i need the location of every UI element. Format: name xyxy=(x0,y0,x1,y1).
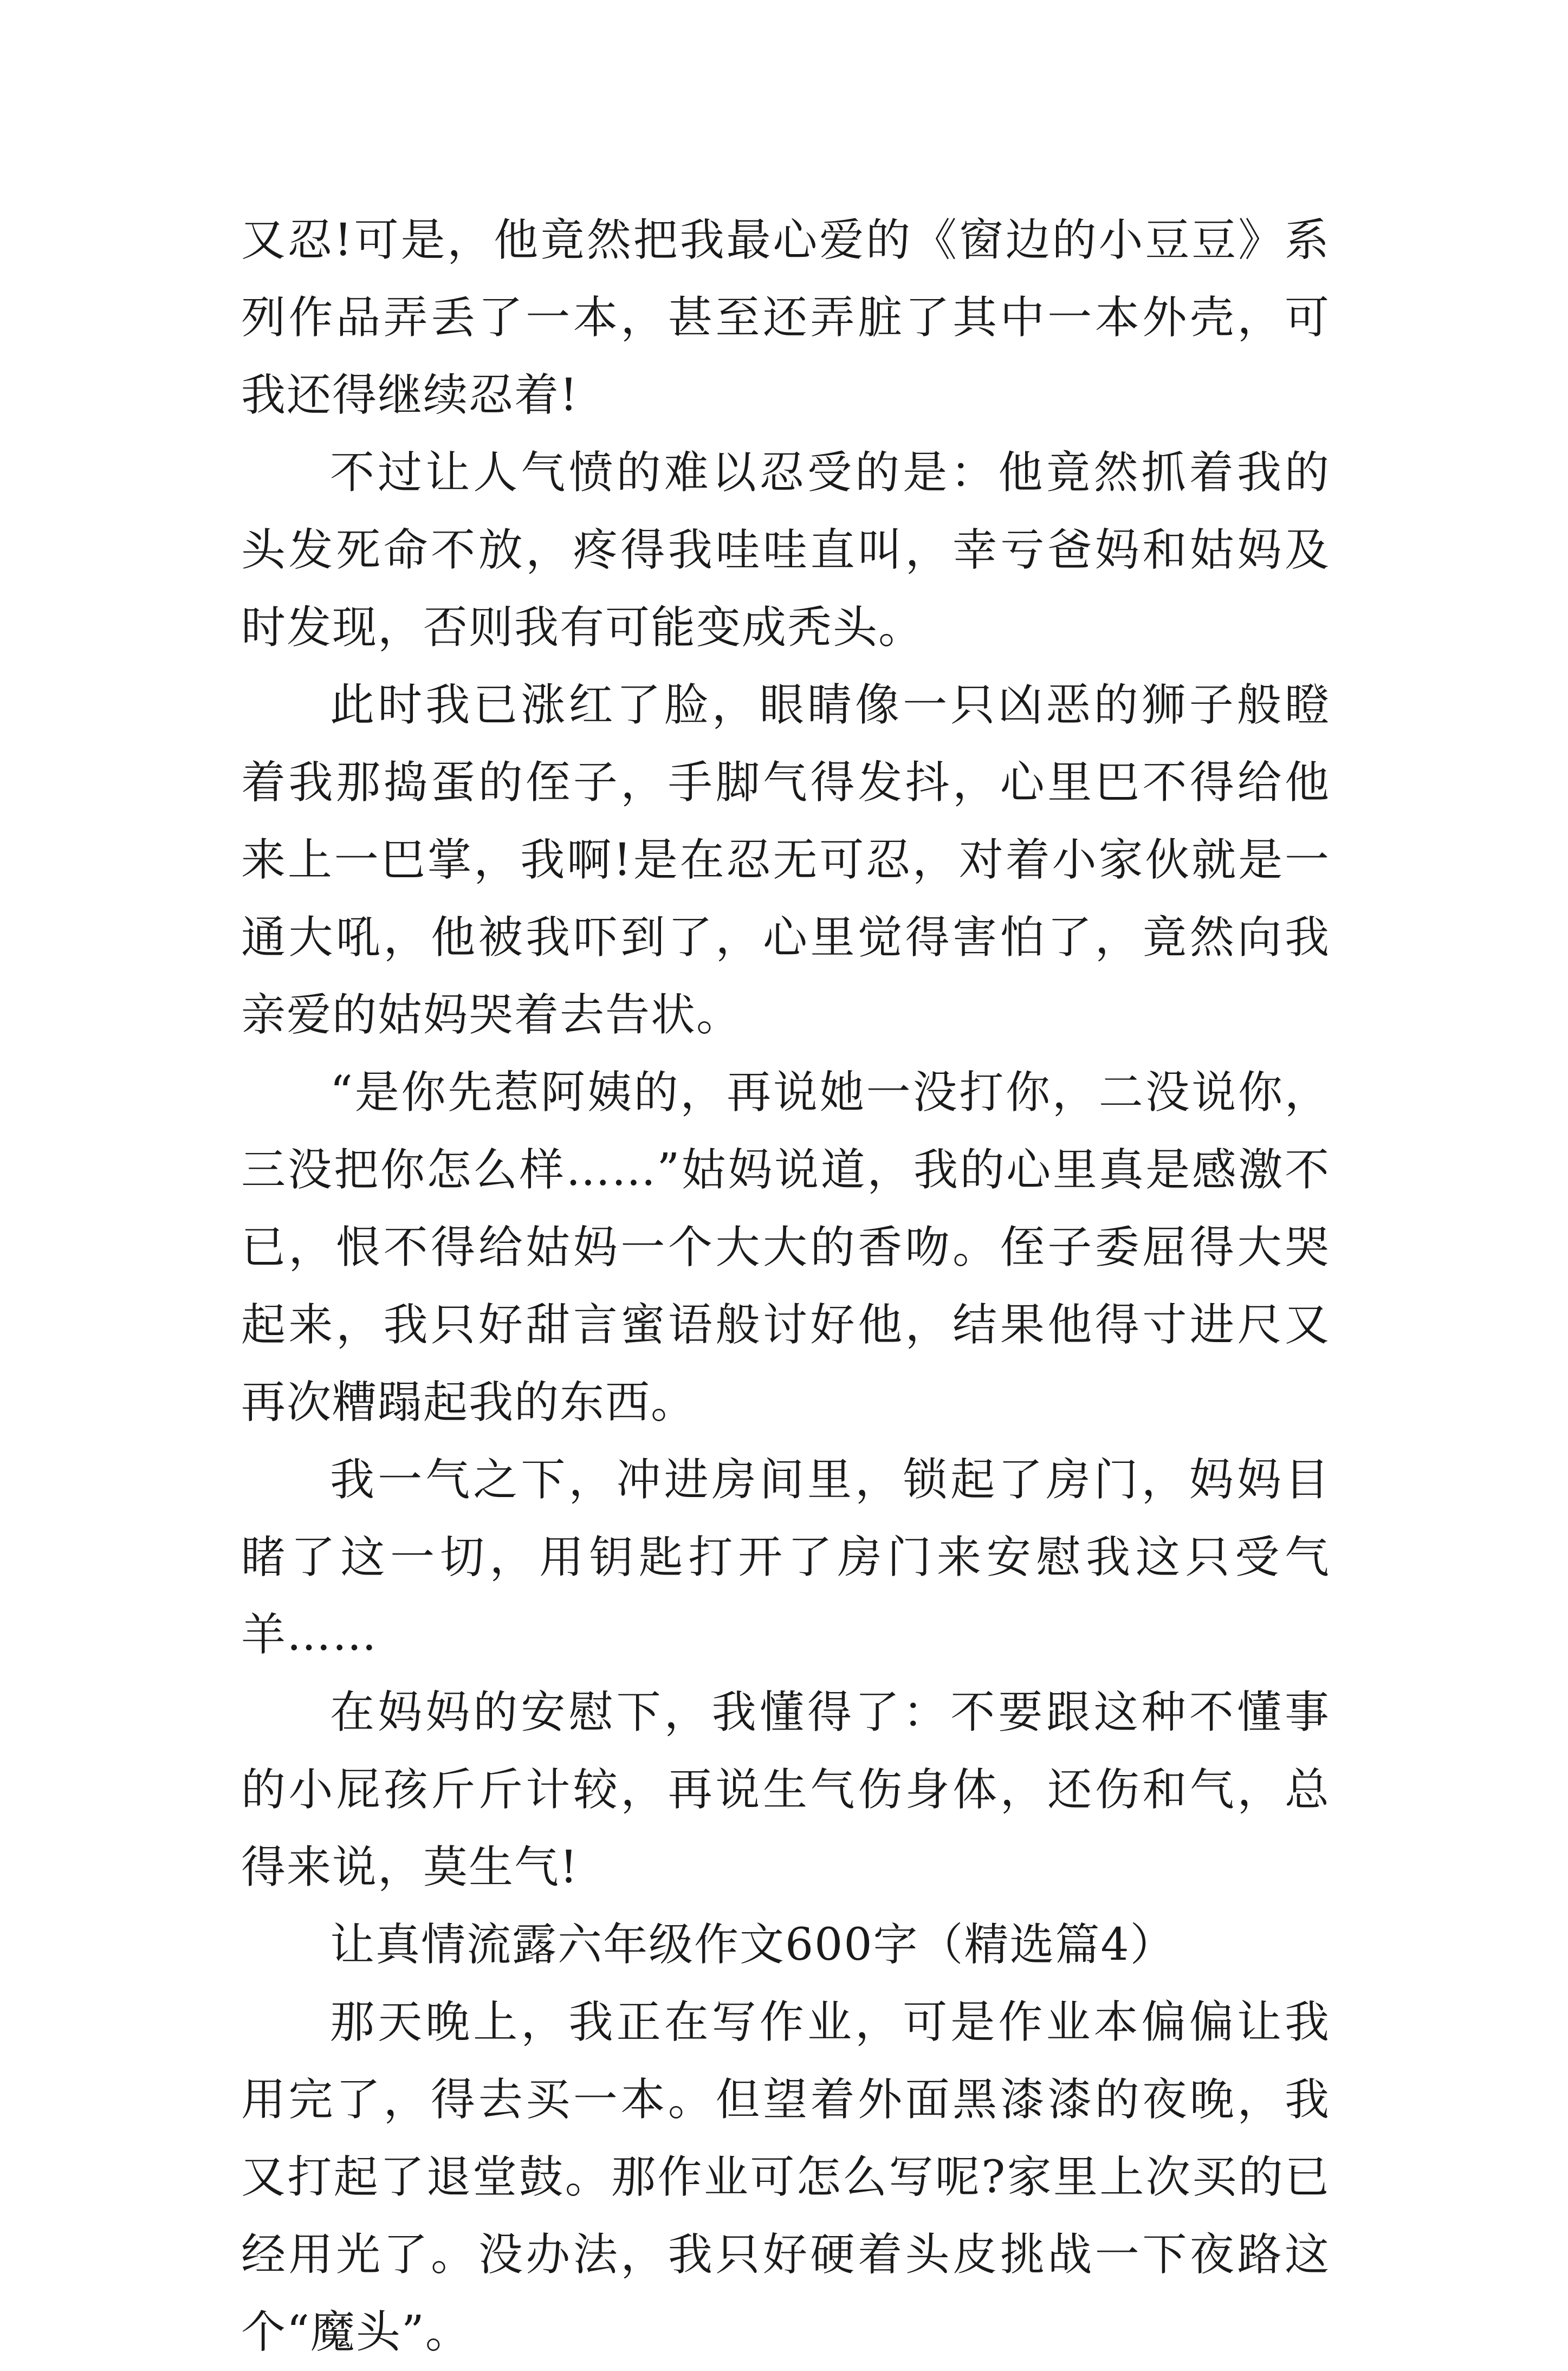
paragraph: 那天晚上，我正在写作业，可是作业本偏偏让我用完了，得去买一本。但望着外面黑漆漆的夜晚，我又打起了退堂鼓。那作业可怎么写呢?家里上次买的已经用光了。没办法，我只好硬着头皮挑战一下夜路这个“魔头”。 xyxy=(241,1997,1330,2358)
section-heading: 让真情流露六年级作文600字（精选篇4） xyxy=(330,1919,1176,1971)
essay-body xyxy=(241,202,1330,2371)
paragraph-continued: 又忍!可是，他竟然把我最心爱的《窗边的小豆豆》系列作品弄丢了一本，甚至还弄脏了其中一本外壳，可我还得继续忍着! xyxy=(241,215,1330,421)
paragraph: 此时我已涨红了脸，眼睛像一只凶恶的狮子般瞪着我那捣蛋的侄子，手脚气得发抖，心里巴不得给他来上一巴掌，我啊!是在忍无可忍，对着小家伙就是一通大吼，他被我吓到了，心里觉得害怕了，竟然向我亲爱的姑妈哭着去告状。 xyxy=(241,679,1330,1041)
paragraph: “是你先惹阿姨的，再说她一没打你，二没说你，三没把你怎么样……”姑妈说道，我的心里真是感激不已，恨不得给姑妈一个大大的香吻。侄子委屈得大哭起来，我只好甜言蜜语般讨好他，结果他得寸进尺又再次糟蹋起我的东西。 xyxy=(241,1067,1330,1428)
paragraph: 不过让人气愤的难以忍受的是：他竟然抓着我的头发死命不放，疼得我哇哇直叫，幸亏爸妈和姑妈及时发现，否则我有可能变成秃头。 xyxy=(241,447,1330,653)
paragraph: 在妈妈的安慰下，我懂得了：不要跟这种不懂事的小屁孩斤斤计较，再说生气伤身体，还伤和气，总得来说，莫生气! xyxy=(241,1687,1330,1893)
paragraph: 我一气之下，冲进房间里，锁起了房门，妈妈目睹了这一切，用钥匙打开了房门来安慰我这只受气羊…… xyxy=(241,1454,1330,1661)
